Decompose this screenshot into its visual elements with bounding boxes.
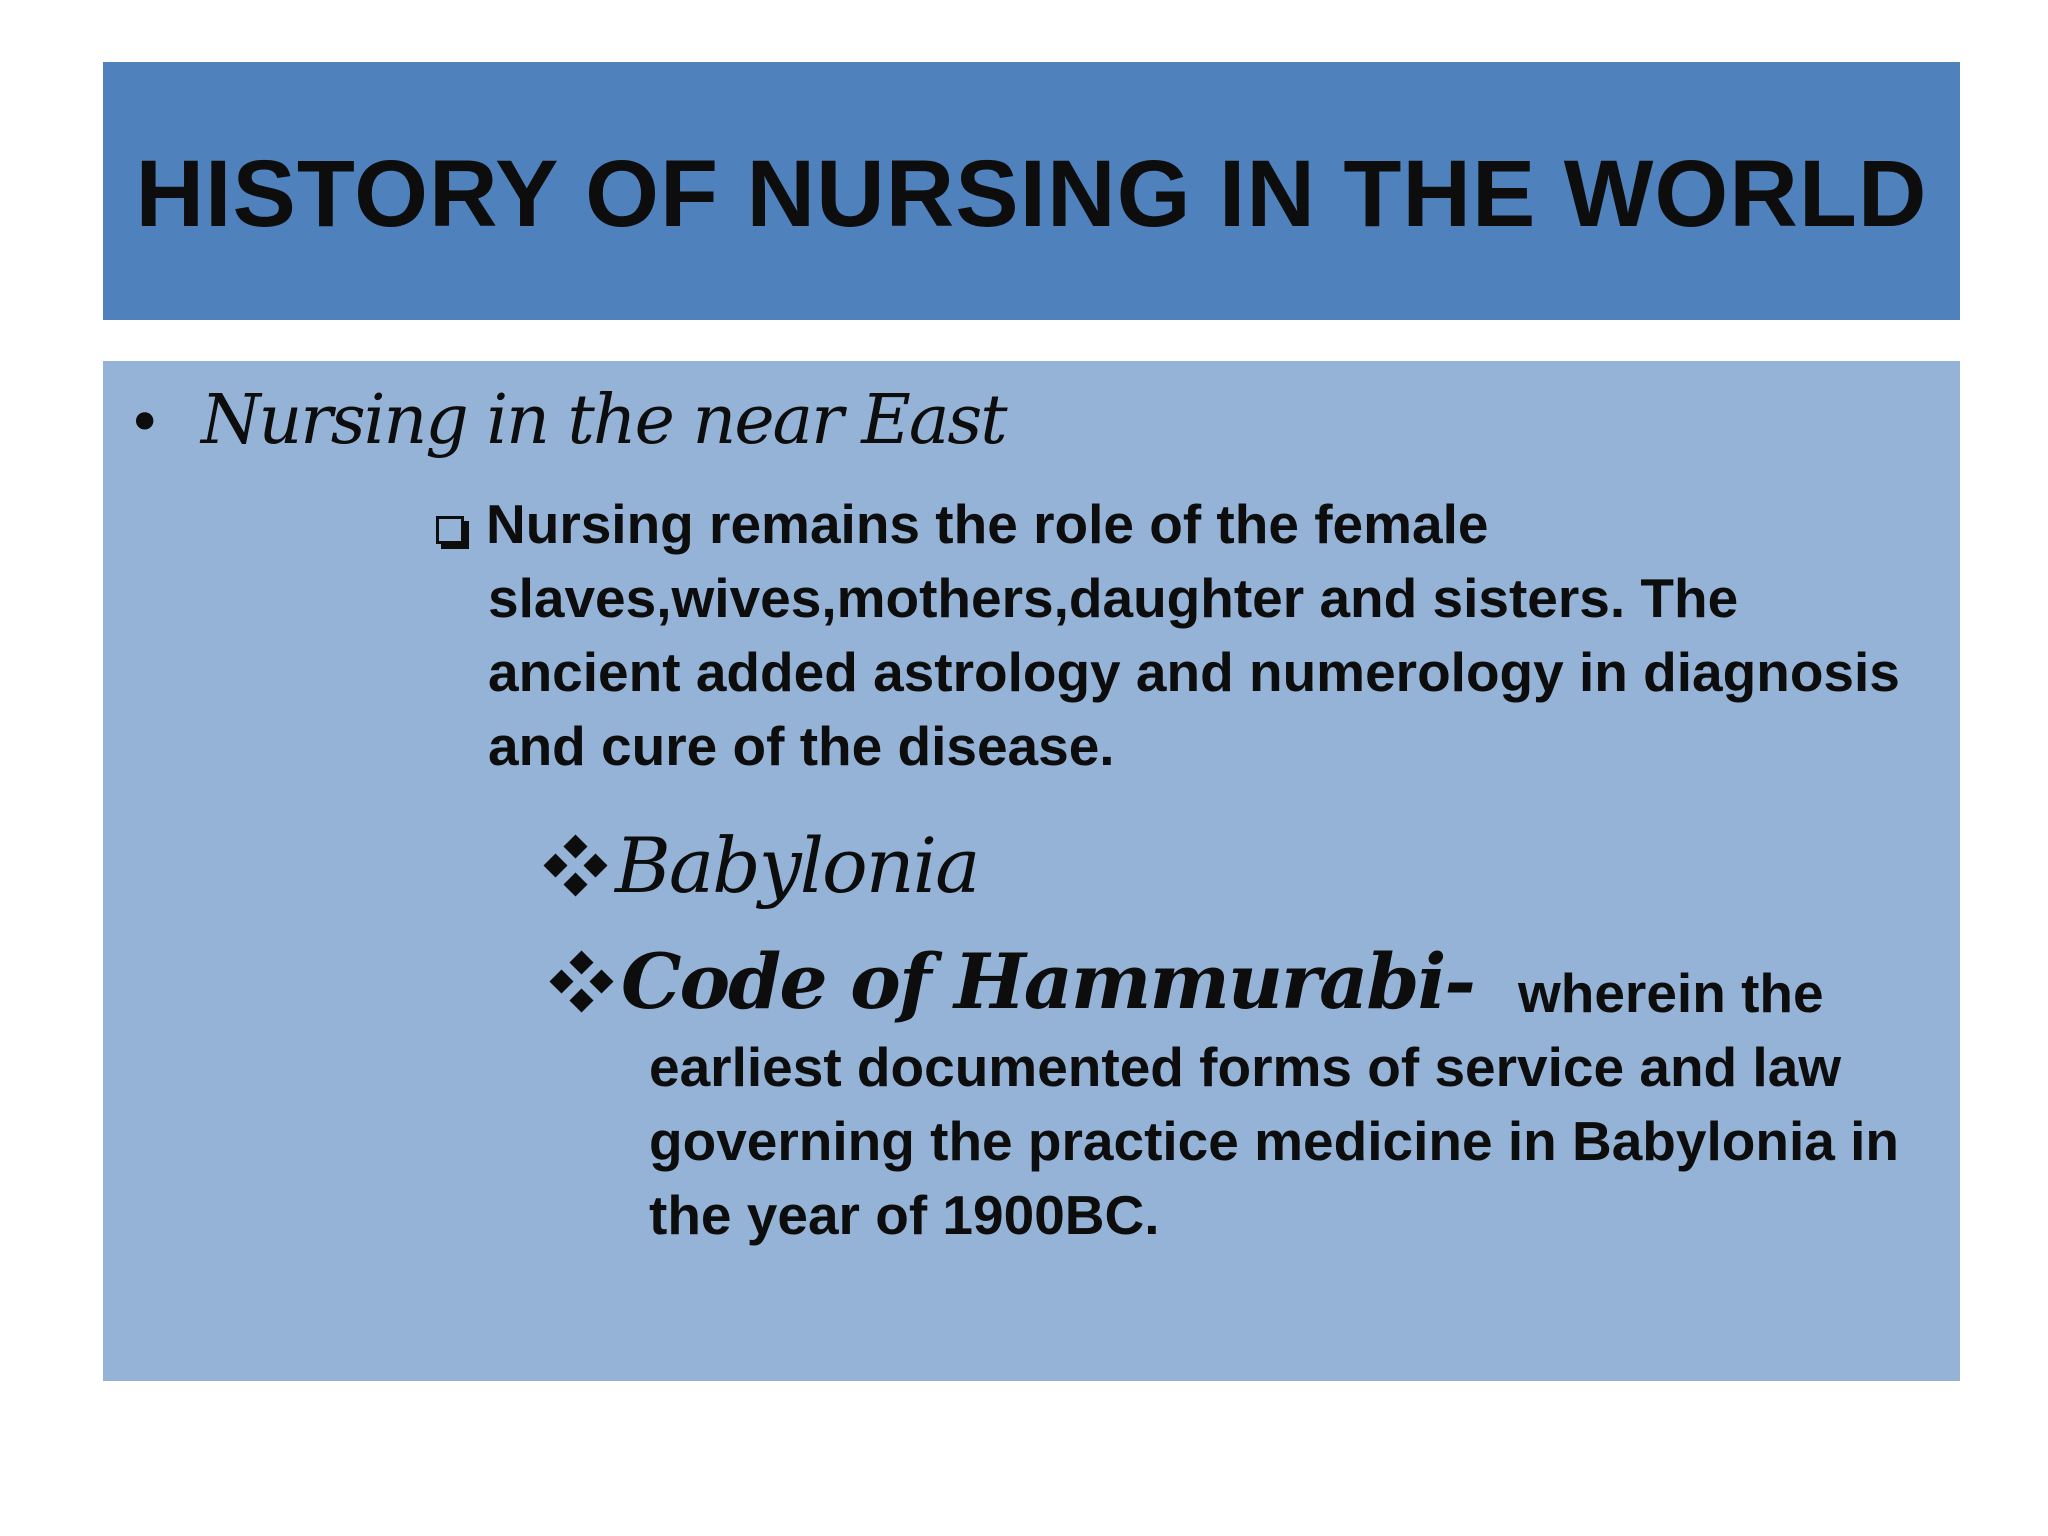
shadowed-square-icon — [436, 516, 464, 544]
bullet-label: Nursing in the near East — [201, 381, 1006, 460]
bullet-label: Code of Hammurabi- — [621, 937, 1474, 1026]
bullet-code-of-hammurabi — [621, 937, 1949, 1252]
four-diamond-icon — [543, 836, 615, 896]
bullet-nursing-role — [436, 487, 1928, 783]
bullet-text: Nursing remains the role of the female slaves,wives,mothers,daughter and sisters. The ancient added astrology and numerology in diagnosis and cure of the disease. — [486, 493, 1900, 777]
bullet-lead — [549, 937, 1518, 1026]
bullet-babylonia — [543, 821, 978, 910]
title-bar — [103, 62, 1960, 320]
content-box — [103, 361, 1960, 1381]
slide-title: HISTORY OF NURSING IN THE WORLD — [135, 140, 1928, 247]
bullet-text: wherein the earliest documented forms of service and law governing the practice medicine in Babylonia in the year of 1900BC. — [649, 962, 1899, 1246]
bullet-dot-icon: • — [127, 388, 163, 458]
bullet-nursing-near-east — [127, 381, 1006, 460]
bullet-label: Babylonia — [615, 821, 979, 910]
four-diamond-icon — [549, 952, 621, 1012]
